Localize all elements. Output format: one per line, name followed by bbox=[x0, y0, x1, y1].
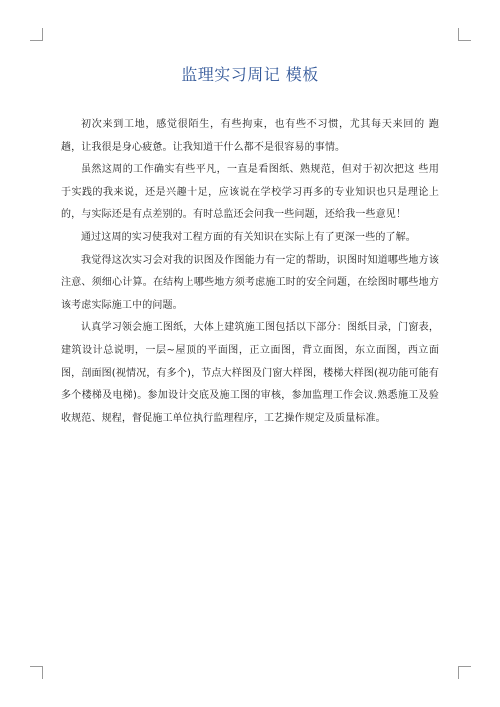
paragraph: 虽然这周的工作确实有些平凡，一直是看图纸、熟规范，但对于初次把这 些用于实践的我来说，还是兴趣十足，应该说在学校学习再多的专业知识也只是理论上的，与实际还是有点差别的。有时总监还会问我一些问题，还给我一些意见！ bbox=[61, 164, 439, 221]
crop-mark-top-right bbox=[458, 28, 471, 41]
crop-mark-bottom-left bbox=[30, 666, 43, 679]
paragraph: 我觉得这次实习会对我的识图及作图能力有一定的帮助，识图时知道哪些地方该注意、须细心计算。在结构上哪些地方须考虑施工时的安全问题，在绘图时哪些地方该考虑实际施工中的问题。 bbox=[61, 254, 439, 311]
document-body bbox=[61, 114, 439, 430]
paragraph: 通过这周的实习使我对工程方面的有关知识在实际上有了更深一些的了解。 bbox=[81, 231, 416, 243]
document-title: 监理实习周记 模板 bbox=[181, 65, 319, 84]
crop-mark-bottom-right bbox=[458, 666, 471, 679]
crop-mark-top-left bbox=[30, 28, 43, 41]
paragraph: 认真学习领会施工图纸，大体上建筑施工图包括以下部分：图纸目录，门窗表，建筑设计总说明，一层~屋顶的平面图，正立面图，背立面图，东立面图，西立面图，剖面图(视情况，有多个)，节点大样图及门窗大样图，楼梯大样图(视功能可能有多个楼梯及电梯)。参加设计交底及施工图的审核，参加监理工作会议.熟悉施工及验收规范、规程，督促施工单位执行监理程序，工艺操作规定及质量标准。 bbox=[61, 322, 439, 424]
paragraph: 初次来到工地，感觉很陌生，有些拘束，也有些不习惯，尤其每天来回的 跑趟，让我很是身心疲惫。让我知道干什么都不是很容易的事情。 bbox=[61, 119, 439, 153]
